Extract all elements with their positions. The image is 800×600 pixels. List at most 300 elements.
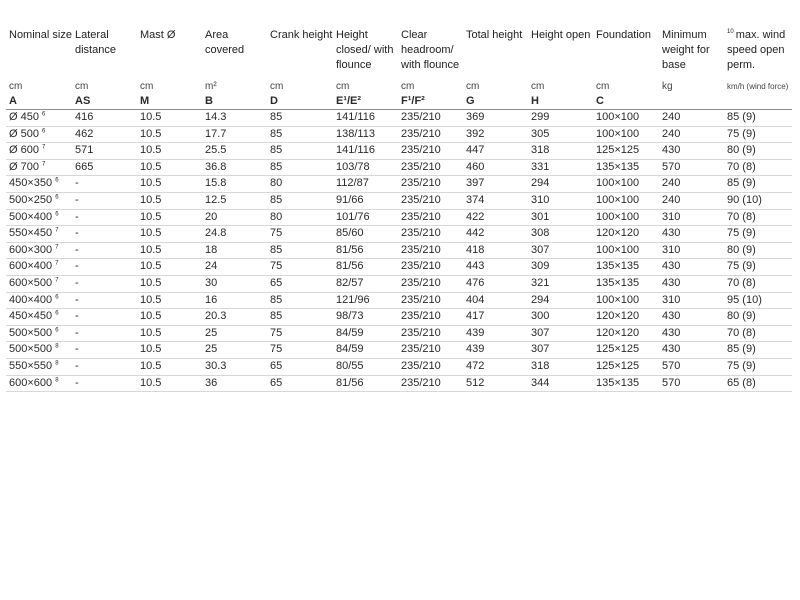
table-cell: 135×135 [593, 259, 659, 276]
unit-cell: km/h (wind force) [727, 82, 789, 91]
table-cell: 15.8 [202, 176, 267, 193]
table-cell: 570 [659, 159, 724, 176]
table-cell: 240 [659, 110, 724, 127]
umbrella-spec-table [6, 28, 792, 392]
code-cell: G [463, 94, 528, 110]
size-value: 600×400 [9, 260, 53, 273]
size-cell [6, 342, 72, 359]
table-cell: 430 [659, 309, 724, 326]
table-cell: 24.8 [202, 226, 267, 243]
table-cell: 430 [659, 143, 724, 160]
code-cell: B [202, 94, 267, 110]
table-cell: - [72, 259, 137, 276]
table-cell: 81/56 [333, 259, 398, 276]
table-cell: 100×100 [593, 209, 659, 226]
footnote-marker: 10 [727, 29, 734, 36]
column-header-label: Total height [466, 29, 523, 41]
table-cell: 374 [463, 192, 528, 209]
size-cell [6, 275, 72, 292]
table-cell: 294 [528, 292, 593, 309]
column-header-label: Clear headroom/ with flounce [401, 29, 460, 71]
column-header-label: Lateral distance [75, 29, 116, 56]
table-cell: 112/87 [333, 176, 398, 193]
size-value: 450×350 [9, 177, 53, 190]
table-row [6, 126, 792, 143]
size-value: Ø 500 [9, 127, 39, 140]
table-cell: 430 [659, 325, 724, 342]
table-row [6, 259, 792, 276]
table-row [6, 309, 792, 326]
table-cell: 240 [659, 176, 724, 193]
table-cell: 85 [267, 309, 333, 326]
size-cell [6, 259, 72, 276]
size-value: 500×500 [9, 326, 53, 339]
unit-cell: kg [662, 81, 673, 92]
table-cell: 235/210 [398, 242, 463, 259]
size-value: Ø 450 [9, 111, 39, 123]
table-cell: 20 [202, 209, 267, 226]
size-cell [6, 143, 72, 160]
table-cell: 80 (9) [724, 242, 792, 259]
table-cell: 10.5 [137, 110, 202, 127]
table-cell: 235/210 [398, 159, 463, 176]
table-cell: 10.5 [137, 375, 202, 392]
table-cell: 443 [463, 259, 528, 276]
table-cell: 81/56 [333, 375, 398, 392]
size-cell [6, 375, 72, 392]
size-cell [6, 292, 72, 309]
size-cell [6, 358, 72, 375]
table-cell: 10.5 [137, 143, 202, 160]
table-row [6, 192, 792, 209]
size-cell [6, 176, 72, 193]
table-cell: 125×125 [593, 358, 659, 375]
table-row [6, 375, 792, 392]
table-cell: 10.5 [137, 275, 202, 292]
footnote-marker: 6 [55, 327, 59, 334]
table-cell: 24 [202, 259, 267, 276]
size-value: 600×500 [9, 276, 53, 289]
table-cell: 439 [463, 325, 528, 342]
table-row [6, 143, 792, 160]
table-cell: 397 [463, 176, 528, 193]
column-header-label: Minimum weight for base [662, 29, 710, 71]
unit-cell: cm [596, 81, 610, 92]
table-row [6, 325, 792, 342]
code-cell: AS [72, 94, 137, 110]
table-cell: 65 [267, 358, 333, 375]
table-cell: 404 [463, 292, 528, 309]
code-cell: A [6, 94, 72, 110]
column-header-label: Area covered [205, 29, 245, 56]
table-cell: 430 [659, 226, 724, 243]
table-cell: 141/116 [333, 110, 398, 127]
table-cell: 75 (9) [724, 126, 792, 143]
table-row [6, 110, 792, 127]
table-row [6, 176, 792, 193]
table-cell: 16 [202, 292, 267, 309]
table-cell: 84/59 [333, 325, 398, 342]
unit-cell: cm [336, 81, 350, 92]
table-cell: 75 (9) [724, 259, 792, 276]
table-cell: 416 [72, 110, 137, 127]
table-cell: 240 [659, 192, 724, 209]
table-cell: 439 [463, 342, 528, 359]
table-cell: 65 (8) [724, 375, 792, 392]
table-cell: 85 [267, 242, 333, 259]
table-cell: 25 [202, 325, 267, 342]
unit-cell: cm [75, 81, 89, 92]
table-cell: 100×100 [593, 242, 659, 259]
table-cell: 120×120 [593, 309, 659, 326]
column-header [593, 28, 659, 76]
table-cell: 98/73 [333, 309, 398, 326]
footnote-marker: 7 [55, 277, 59, 284]
table-cell: 10.5 [137, 126, 202, 143]
table-cell: 17.7 [202, 126, 267, 143]
table-cell: - [72, 375, 137, 392]
table-cell: 10.5 [137, 309, 202, 326]
footnote-marker: 6 [42, 127, 46, 134]
table-cell: 138/113 [333, 126, 398, 143]
column-header [333, 28, 398, 76]
table-cell: 309 [528, 259, 593, 276]
table-cell: 472 [463, 358, 528, 375]
table-row [6, 292, 792, 309]
table-cell: 85 [267, 292, 333, 309]
table-cell: 235/210 [398, 209, 463, 226]
table-cell: 430 [659, 275, 724, 292]
table-cell: 235/210 [398, 325, 463, 342]
footnote-marker: 6 [55, 177, 59, 184]
table-cell: 235/210 [398, 192, 463, 209]
column-header [267, 28, 333, 76]
footnote-marker: 7 [42, 144, 46, 151]
table-cell: 310 [659, 292, 724, 309]
table-cell: 235/210 [398, 375, 463, 392]
column-header [528, 28, 593, 76]
size-cell [6, 242, 72, 259]
table-row [6, 226, 792, 243]
footnote-marker: 8 [55, 343, 59, 350]
table-cell: - [72, 275, 137, 292]
table-cell: 310 [659, 209, 724, 226]
table-cell: 100×100 [593, 192, 659, 209]
table-cell: 235/210 [398, 309, 463, 326]
table-cell: 430 [659, 259, 724, 276]
table-cell: - [72, 358, 137, 375]
table-cell: 36.8 [202, 159, 267, 176]
table-cell: 10.5 [137, 226, 202, 243]
table-cell: 321 [528, 275, 593, 292]
unit-cell: m² [205, 81, 217, 92]
code-cell: D [267, 94, 333, 110]
unit-row [6, 76, 792, 94]
table-cell: 80 [267, 176, 333, 193]
table-cell: 80 [267, 209, 333, 226]
size-cell [6, 325, 72, 342]
table-cell: 10.5 [137, 358, 202, 375]
table-cell: 300 [528, 309, 593, 326]
table-cell: 95 (10) [724, 292, 792, 309]
table-cell: 100×100 [593, 110, 659, 127]
unit-cell: cm [270, 81, 284, 92]
size-value: Ø 600 [9, 144, 39, 157]
footnote-marker: 6 [55, 310, 59, 317]
table-cell: 80 (9) [724, 309, 792, 326]
table-cell: 571 [72, 143, 137, 160]
size-cell [6, 159, 72, 176]
table-cell: 294 [528, 176, 593, 193]
column-header [724, 28, 792, 76]
table-cell: 141/116 [333, 143, 398, 160]
table-cell: 570 [659, 358, 724, 375]
table-row [6, 342, 792, 359]
table-cell: 75 [267, 259, 333, 276]
column-header-label: Height open [531, 29, 591, 41]
table-row [6, 242, 792, 259]
table-cell: - [72, 325, 137, 342]
table-cell: 10.5 [137, 176, 202, 193]
footnote-marker: 7 [55, 260, 59, 267]
table-cell: - [72, 309, 137, 326]
table-cell: 10.5 [137, 259, 202, 276]
unit-cell: cm [531, 81, 545, 92]
footnote-marker: 6 [55, 194, 59, 201]
table-cell: 422 [463, 209, 528, 226]
table-cell: 10.5 [137, 159, 202, 176]
table-cell: 25 [202, 342, 267, 359]
table-cell: 235/210 [398, 226, 463, 243]
code-cell: E¹/E² [333, 94, 398, 110]
footnote-marker: 8 [55, 360, 59, 367]
table-cell: - [72, 226, 137, 243]
table-cell: 442 [463, 226, 528, 243]
footnote-marker: 6 [55, 210, 59, 217]
table-cell: 85/60 [333, 226, 398, 243]
table-cell: 235/210 [398, 358, 463, 375]
size-value: 550×550 [9, 359, 53, 372]
table-cell: 318 [528, 358, 593, 375]
column-header [202, 28, 267, 76]
table-cell: 235/210 [398, 110, 463, 127]
table-cell: - [72, 292, 137, 309]
table-cell: 75 (9) [724, 358, 792, 375]
size-value: 550×450 [9, 227, 53, 240]
table-cell: 462 [72, 126, 137, 143]
table-cell: 85 (9) [724, 110, 792, 127]
table-cell: 135×135 [593, 275, 659, 292]
size-cell [6, 192, 72, 209]
code-cell: H [528, 94, 593, 110]
table-cell: 85 [267, 110, 333, 127]
code-cell [659, 94, 724, 110]
column-header-label: Crank height [270, 29, 333, 41]
column-header-label: Mast Ø [140, 29, 176, 41]
table-row [6, 358, 792, 375]
column-header-label: Nominal size [9, 29, 72, 41]
table-cell: 82/57 [333, 275, 398, 292]
table-cell: 18 [202, 242, 267, 259]
table-cell: 307 [528, 342, 593, 359]
table-cell: 100×100 [593, 292, 659, 309]
table-cell: 85 (9) [724, 342, 792, 359]
table-cell: 308 [528, 226, 593, 243]
footnote-marker: 6 [55, 293, 59, 300]
table-cell: - [72, 342, 137, 359]
table-cell: 90 (10) [724, 192, 792, 209]
unit-cell: cm [9, 81, 23, 92]
footnote-marker: 8 [55, 376, 59, 383]
table-cell: 70 (8) [724, 209, 792, 226]
table-cell: 417 [463, 309, 528, 326]
table-cell: 310 [528, 192, 593, 209]
table-row [6, 209, 792, 226]
table-cell: 85 [267, 159, 333, 176]
table-cell: - [72, 209, 137, 226]
table-cell: 121/96 [333, 292, 398, 309]
size-value: 500×500 [9, 343, 53, 356]
column-header [463, 28, 528, 76]
table-cell: 310 [659, 242, 724, 259]
table-cell: 100×100 [593, 126, 659, 143]
table-cell: 235/210 [398, 292, 463, 309]
table-cell: 305 [528, 126, 593, 143]
footnote-marker: 7 [55, 244, 59, 251]
table-row [6, 275, 792, 292]
table-cell: 25.5 [202, 143, 267, 160]
table-cell: 10.5 [137, 209, 202, 226]
size-cell [6, 110, 72, 127]
size-cell [6, 209, 72, 226]
table-cell: 80/55 [333, 358, 398, 375]
table-cell: 30.3 [202, 358, 267, 375]
table-cell: 235/210 [398, 275, 463, 292]
column-header [137, 28, 202, 76]
table-cell: 235/210 [398, 143, 463, 160]
table-cell: 235/210 [398, 126, 463, 143]
column-header-label: Foundation [596, 29, 652, 41]
code-cell: M [137, 94, 202, 110]
table-cell: 235/210 [398, 342, 463, 359]
table-cell: 235/210 [398, 259, 463, 276]
table-cell: 512 [463, 375, 528, 392]
column-header [659, 28, 724, 76]
table-cell: 91/66 [333, 192, 398, 209]
table-cell: 70 (8) [724, 325, 792, 342]
unit-cell: cm [140, 81, 154, 92]
table-cell: 85 [267, 126, 333, 143]
table-cell: 240 [659, 126, 724, 143]
table-cell: 369 [463, 110, 528, 127]
table-cell: 80 (9) [724, 143, 792, 160]
table-cell: 125×125 [593, 342, 659, 359]
column-header-label: Height closed/ with flounce [336, 29, 394, 71]
footnote-marker: 7 [42, 161, 46, 168]
column-header [72, 28, 137, 76]
code-row [6, 94, 792, 110]
unit-cell: cm [401, 81, 415, 92]
size-cell [6, 126, 72, 143]
table-body [6, 110, 792, 392]
table-cell: 85 [267, 143, 333, 160]
table-cell: 20.3 [202, 309, 267, 326]
code-cell: F¹/F² [398, 94, 463, 110]
table-cell: 392 [463, 126, 528, 143]
table-cell: 665 [72, 159, 137, 176]
table-cell: 100×100 [593, 176, 659, 193]
table-cell: 10.5 [137, 325, 202, 342]
table-cell: 447 [463, 143, 528, 160]
table-cell: 75 [267, 325, 333, 342]
code-cell [724, 94, 792, 110]
table-cell: - [72, 176, 137, 193]
size-value: 600×300 [9, 243, 53, 256]
table-cell: 75 (9) [724, 226, 792, 243]
table-cell: 476 [463, 275, 528, 292]
table-cell: 85 (9) [724, 176, 792, 193]
table-cell: 12.5 [202, 192, 267, 209]
size-value: 500×400 [9, 210, 53, 223]
table-cell: 65 [267, 275, 333, 292]
table-cell: 65 [267, 375, 333, 392]
table-cell: 135×135 [593, 159, 659, 176]
table-cell: 570 [659, 375, 724, 392]
table-cell: 10.5 [137, 342, 202, 359]
table-cell: 70 (8) [724, 275, 792, 292]
footnote-marker: 6 [42, 111, 46, 118]
size-cell [6, 226, 72, 243]
size-value: 600×600 [9, 376, 53, 389]
table-cell: 460 [463, 159, 528, 176]
size-value: 450×450 [9, 310, 53, 323]
table-cell: 307 [528, 325, 593, 342]
table-cell: 344 [528, 375, 593, 392]
table-cell: 10.5 [137, 292, 202, 309]
table-cell: 120×120 [593, 226, 659, 243]
column-header [398, 28, 463, 76]
table-row [6, 159, 792, 176]
table-cell: 81/56 [333, 242, 398, 259]
table-cell: 235/210 [398, 176, 463, 193]
table-cell: 135×135 [593, 375, 659, 392]
table-cell: 103/78 [333, 159, 398, 176]
table-cell: 120×120 [593, 325, 659, 342]
unit-cell: cm [466, 81, 480, 92]
table-cell: 101/76 [333, 209, 398, 226]
table-cell: 301 [528, 209, 593, 226]
table-cell: - [72, 242, 137, 259]
table-cell: 10.5 [137, 192, 202, 209]
table-cell: 125×125 [593, 143, 659, 160]
table-cell: 307 [528, 242, 593, 259]
table-cell: 418 [463, 242, 528, 259]
table-cell: 318 [528, 143, 593, 160]
code-cell: C [593, 94, 659, 110]
table-cell: 10.5 [137, 242, 202, 259]
table-cell: 30 [202, 275, 267, 292]
table-cell: 85 [267, 192, 333, 209]
table-cell: 430 [659, 342, 724, 359]
table-cell: - [72, 192, 137, 209]
size-value: 400×400 [9, 293, 53, 306]
table-cell: 70 (8) [724, 159, 792, 176]
table-cell: 75 [267, 342, 333, 359]
table-cell: 84/59 [333, 342, 398, 359]
size-value: 500×250 [9, 193, 53, 206]
column-header-label: max. wind speed open perm. [727, 29, 786, 71]
table-cell: 331 [528, 159, 593, 176]
